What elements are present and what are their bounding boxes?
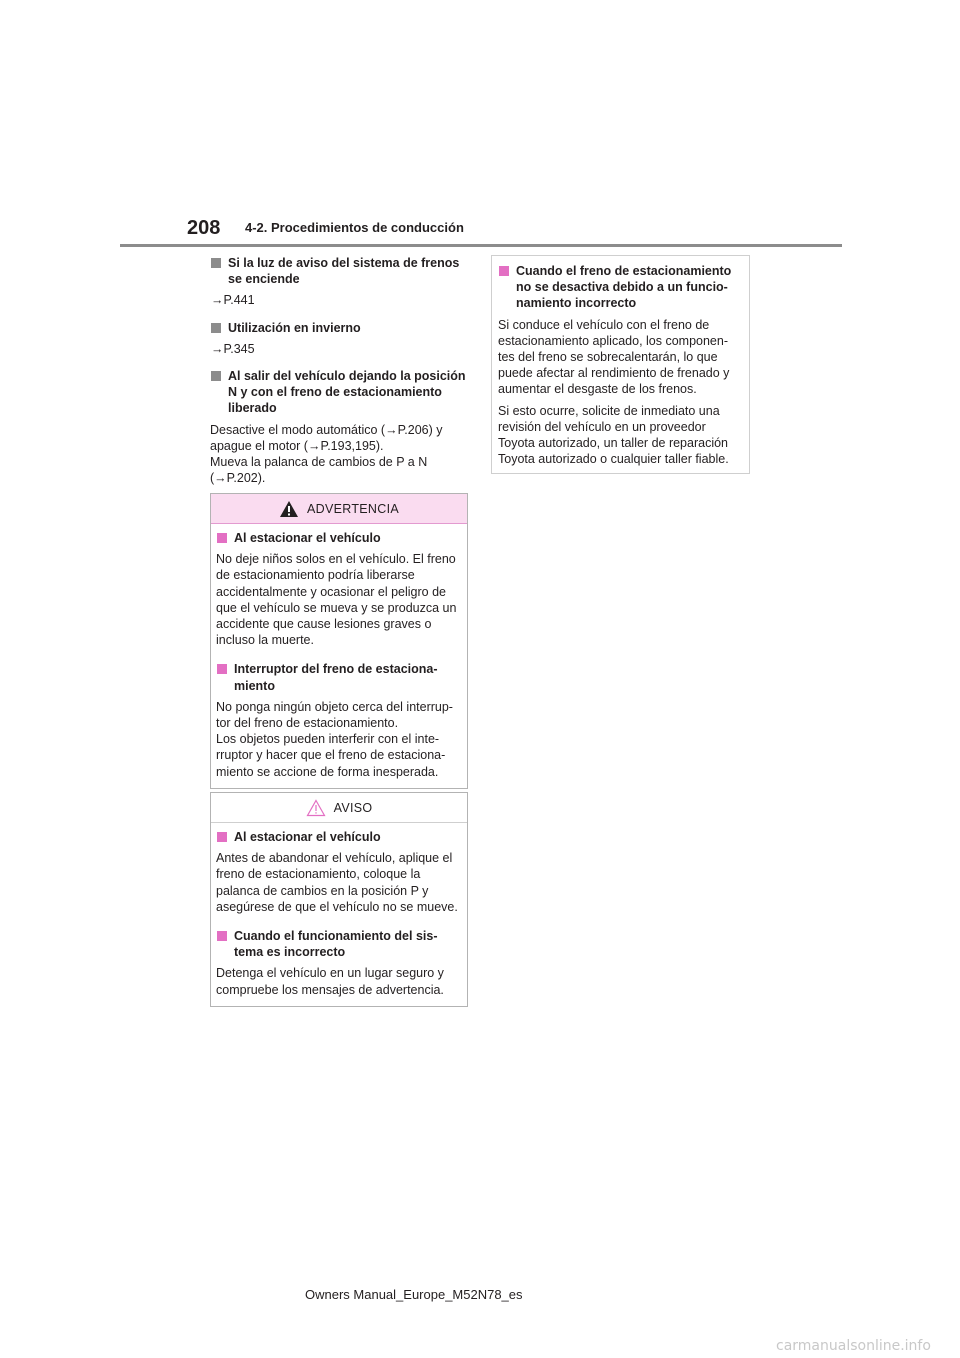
square-bullet-icon [217,931,227,941]
square-bullet-icon [499,266,509,276]
notice-item-title: Cuando el funcionamiento del sis-tema es incorrecto [216,928,462,960]
right-item-title: Cuando el freno de estacionamiento no se desactiva debido a un funcio-namiento incorrecto [498,263,743,312]
right-paragraph: Si conduce el vehículo con el freno de estacionamiento aplicado, los componen-tes del freno se sobrecalentarán, lo que puede afectar al rendimiento de frenado y aumentar el desgaste de los frenos. [498,317,730,397]
warning-box [210,493,468,789]
caution-triangle-icon [306,799,326,817]
warning-box-body [211,524,467,788]
leaving-vehicle-text: Desactive el modo automático (→P.206) y apague el motor (→P.193,195). Mueva la palanca de cambios de P a N (→P.202). [210,422,443,486]
page-number: 208 [187,217,221,239]
left-column [210,255,470,499]
page-reference: →P.441 [211,293,255,308]
footer-document-id: Owners Manual_Europe_M52N78_es [305,1287,523,1302]
right-paragraph: Si esto ocurre, solicite de inmediato una revisión del vehículo en un proveedor Toyota autorizado, un taller de reparación Toyota autorizado o cualquier taller fiable. [498,403,729,467]
warning-box-header: ADVERTENCIA [211,494,467,524]
section-title: 4-2. Procedimientos de conducción [245,220,464,235]
item-title-warning-light: Si la luz de aviso del sistema de frenos se enciende [210,255,470,287]
warning-item-text: No deje niños solos en el vehículo. El freno de estacionamiento podría liberarse accidentalmente y ocasionar el peligro de que el vehículo se mueva y se produzca un accidente que cause lesiones graves o incluso la muerte. [216,552,457,648]
parking-brake-malfunction-box [491,255,750,474]
page-reference: →P.345 [211,341,255,356]
item-title-leaving-vehicle: Al salir del vehículo dejando la posición N y con el freno de estacionamiento liberado [210,368,470,417]
square-bullet-icon [211,323,221,333]
notice-box-body [211,823,467,1006]
square-bullet-icon [217,664,227,674]
notice-box-header: AVISO [211,793,467,823]
warning-item-title: Interruptor del freno de estaciona-miento [216,661,462,693]
watermark: carmanualsonline.info [776,1338,931,1354]
warning-item-title: Al estacionar el vehículo [216,530,462,546]
item-title-winter: Utilización en invierno [210,320,470,336]
warning-triangle-icon [279,500,299,518]
notice-item-title: Al estacionar el vehículo [216,829,462,845]
square-bullet-icon [217,533,227,543]
notice-box [210,792,468,1007]
square-bullet-icon [217,832,227,842]
square-bullet-icon [211,258,221,268]
notice-item-text: Antes de abandonar el vehículo, aplique el freno de estacionamiento, coloque la palanca de cambios en la posición P y asegúrese de que el vehículo no se mueve. [216,851,458,914]
notice-item-text: Detenga el vehículo en un lugar seguro y compruebe los mensajes de advertencia. [216,966,444,997]
square-bullet-icon [211,371,221,381]
warning-item-text: No ponga ningún objeto cerca del interrup- tor del freno de estacionamiento. Los objetos pueden interferir con el inte- rruptor y hacer que el freno de estaciona- miento se accione de forma inesperada. [216,699,453,779]
header-divider [120,244,842,247]
